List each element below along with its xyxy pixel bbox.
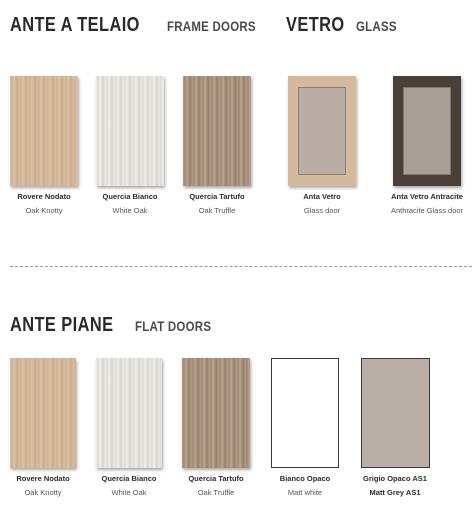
section-divider [10, 266, 472, 267]
label-oak-knotty-flat [16, 472, 69, 500]
door-swatch-white-oak-frame [96, 76, 164, 186]
frame-doors-title: ANTE A TELAIO [10, 14, 140, 36]
label-name-it: Anta Vetro Antracite [391, 192, 463, 201]
flat-doors-title: ANTE PIANE [10, 314, 114, 336]
label-white-oak-frame [102, 190, 157, 218]
label-name-en: Oak Knotty [25, 206, 63, 215]
label-oak-truffle-frame [189, 190, 244, 218]
label-name-it: Anta Vetro [303, 192, 341, 201]
label-oak-truffle-flat [188, 472, 243, 500]
door-swatch-oak-knotty-frame [10, 76, 78, 186]
label-name-en: White Oak [111, 488, 147, 497]
glass-pane [298, 87, 346, 175]
label-name-en: Oak Truffle [198, 206, 236, 215]
frame-doors-subtitle: FRAME DOORS [166, 18, 256, 34]
door-swatch-oak-truffle-frame [183, 76, 251, 186]
label-name-it: Rovere Nodato [17, 192, 71, 201]
label-oak-knotty-frame [17, 190, 70, 218]
label-white-oak-flat [101, 472, 156, 500]
label-name-it: Rovere Nodato [16, 474, 70, 483]
door-swatch-oak-truffle-flat [182, 358, 250, 468]
label-name-it: Quercia Tartufo [189, 192, 245, 201]
label-matt-grey [363, 472, 427, 500]
door-swatch-anthracite-glass [393, 76, 461, 186]
label-name-en: Anthracite Glass door [390, 206, 464, 215]
door-swatch-matt-white [271, 358, 339, 468]
glass-subtitle: GLASS [355, 18, 397, 34]
label-name-it: Quercia Bianco [101, 474, 157, 483]
label-name-en: Oak Knotty [24, 488, 62, 497]
flat-doors-heading [10, 314, 228, 337]
label-name-en: Oak Truffle [197, 488, 235, 497]
glass-title: VETRO [286, 14, 345, 36]
label-name-en: Glass door [303, 206, 341, 215]
label-name-it: Grigio Opaco AS1 [363, 474, 427, 483]
label-matt-white [280, 472, 330, 500]
label-name-it: Quercia Tartufo [188, 474, 244, 483]
label-name-it: Quercia Bianco [102, 192, 158, 201]
door-swatch-oak-knotty-flat [10, 358, 76, 468]
glass-pane [403, 87, 451, 175]
label-glass-door [303, 190, 341, 218]
label-name-it: Bianco Opaco [279, 474, 331, 483]
flat-doors-subtitle: FLAT DOORS [134, 318, 211, 334]
door-swatch-white-oak-flat [96, 358, 162, 468]
label-anthracite-glass-door [391, 190, 463, 218]
glass-heading [286, 14, 406, 37]
door-swatch-matt-grey [361, 358, 430, 468]
label-name-en: White Oak [112, 206, 148, 215]
label-name-en: Matt Grey AS1 [369, 488, 421, 497]
door-swatch-glass [288, 76, 356, 186]
frame-doors-heading [10, 14, 275, 37]
label-name-en: Matt white [287, 488, 323, 497]
